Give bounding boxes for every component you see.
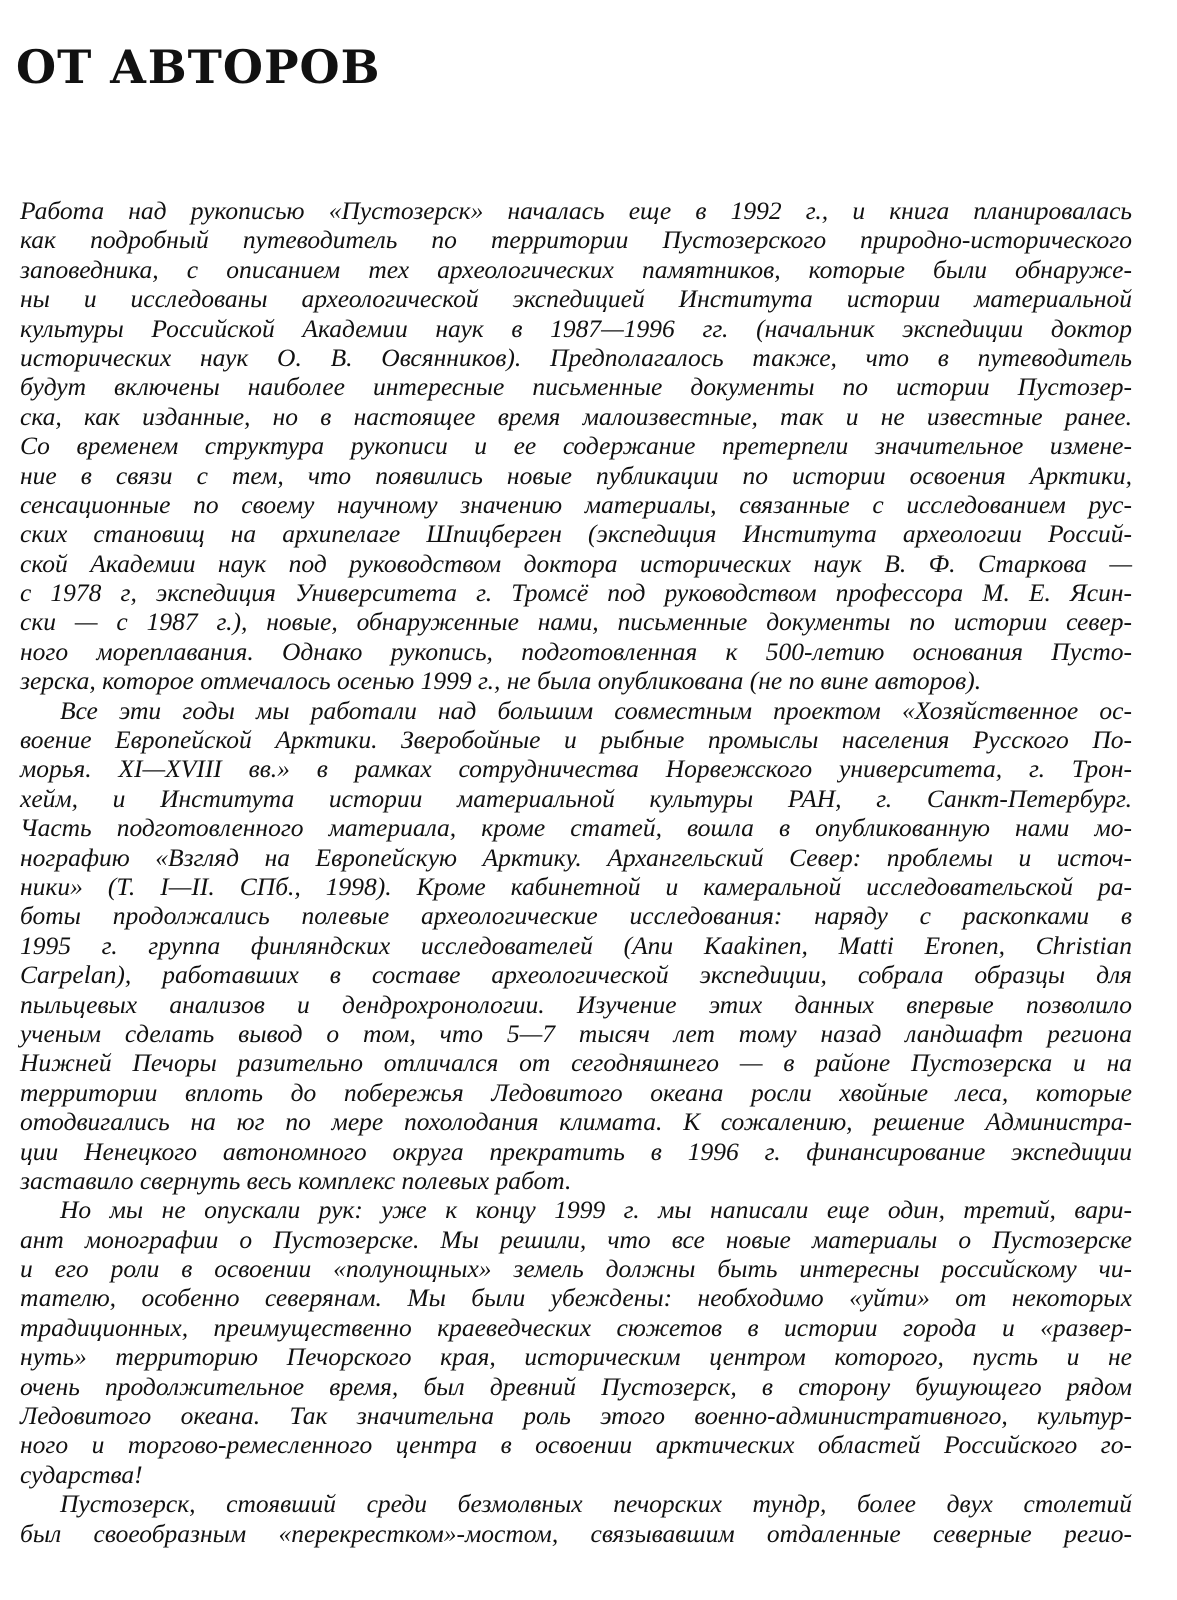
text-line: Ледовитого океана. Так значительна роль этого военно-административного, культур-: [20, 1401, 1132, 1431]
body-text: [20, 196, 1132, 1548]
text-line: морья. XI—XVIII вв.» в рамках сотрудничества Норвежского университета, г. Трон-: [20, 754, 1132, 784]
text-line: Часть подготовленного материала, кроме статей, вошла в опубликованную нами мо-: [20, 813, 1132, 843]
text-line: зерска, которое отмечалось осенью 1999 г., не была опубликована (не по вине авторов).: [20, 666, 982, 696]
text-line: ного мореплавания. Однако рукопись, подготовленная к 500-летию основания Пусто-: [20, 636, 1132, 666]
text-line: ских становищ на архипелаге Шпицберген (экспедиция Института археологии Россий-: [20, 519, 1132, 549]
text-line: Carpelan), работавших в составе археологической экспедиции, собрала образцы для: [20, 960, 1132, 990]
text-line: нографию «Взгляд на Европейскую Арктику. Архангельский Север: проблемы и источ-: [20, 842, 1132, 872]
text-line: пыльцевых анализов и дендрохронологии. Изучение этих данных впервые позволило: [20, 989, 1132, 1019]
text-line: ники» (Т. I—II. СПб., 1998). Кроме кабинетной и камеральной исследовательской ра-: [20, 871, 1132, 901]
text-line: тателю, особенно северянам. Мы были убеждены: необходимо «уйти» от некоторых: [20, 1283, 1132, 1313]
text-line: ант монографии о Пустозерске. Мы решили, что все новые материалы о Пустозерске: [20, 1224, 1132, 1254]
text-line: ние в связи с тем, что появились новые публикации по истории освоения Арктики,: [20, 460, 1132, 490]
text-line: боты продолжались полевые археологические исследования: наряду с раскопками в: [20, 901, 1132, 931]
paragraph: [20, 1195, 1132, 1489]
text-line: исторических наук О. В. Овсянников). Предполагалось также, что в путеводитель: [20, 342, 1132, 372]
text-line: заповедника, с описанием тех археологических памятников, которые были обнаруже-: [20, 254, 1132, 284]
text-line: сударства!: [20, 1459, 143, 1489]
text-line: ски — с 1987 г.), новые, обнаруженные нами, письменные документы по истории север-: [20, 607, 1132, 637]
text-line: заставило свернуть весь комплекс полевых работ.: [20, 1165, 572, 1195]
text-line: ного и торгово-ремесленного центра в освоении арктических областей Российского го-: [20, 1430, 1132, 1460]
text-line: и его роли в освоении «полунощных» земель должны быть интересны российскому чи-: [20, 1254, 1132, 1284]
text-line: 1995 г. группа финляндских исследователей (Anu Kaakinen, Matti Eronen, Christian: [20, 930, 1132, 960]
text-line: был своеобразным «перекрестком»-мостом, связывавшим отдаленные северные регио-: [20, 1518, 1132, 1548]
text-line: сенсационные по своему научному значению материалы, связанные с исследованием рус-: [20, 489, 1132, 519]
text-line: культуры Российской Академии наук в 1987—1996 гг. (начальник экспедиции доктор: [20, 313, 1132, 343]
text-line: Но мы не опускали рук: уже к концу 1999 г. мы написали еще один, третий, вари-: [60, 1195, 1132, 1225]
text-line: ской Академии наук под руководством доктора исторических наук В. Ф. Старкова —: [20, 548, 1132, 578]
text-line: ны и исследованы археологической экспедицией Института истории материальной: [20, 284, 1132, 314]
text-line: отодвигались на юг по мере похолодания климата. К сожалению, решение Администра-: [20, 1107, 1132, 1137]
text-line: как подробный путеводитель по территории Пустозерского природно-исторического: [20, 225, 1132, 255]
text-line: нуть» территорию Печорского края, историческим центром которого, пусть и не: [20, 1342, 1132, 1372]
text-line: Работа над рукописью «Пустозерск» началась еще в 1992 г., и книга планировалась: [20, 196, 1132, 225]
text-line: территории вплоть до побережья Ледовитого океана росли хвойные леса, которые: [20, 1077, 1132, 1107]
paragraph: [20, 1489, 1132, 1548]
text-line: воение Европейской Арктики. Зверобойные и рыбные промыслы населения Русского По-: [20, 725, 1132, 755]
text-line: ции Ненецкого автономного округа прекратить в 1996 г. финансирование экспедиции: [20, 1136, 1132, 1166]
text-line: ска, как изданные, но в настоящее время малоизвестные, так и не известные ранее.: [20, 401, 1132, 431]
paragraph: [20, 696, 1132, 1196]
text-line: Все эти годы мы работали над большим совместным проектом «Хозяйственное ос-: [60, 695, 1132, 725]
page-title: ОТ АВТОРОВ: [16, 40, 381, 94]
text-line: будут включены наиболее интересные письменные документы по истории Пустозер-: [20, 372, 1132, 402]
text-line: Со временем структура рукописи и ее содержание претерпели значительное измене-: [20, 431, 1132, 461]
text-line: традиционных, преимущественно краеведческих сюжетов в истории города и «развер-: [20, 1312, 1132, 1342]
paragraph: [20, 196, 1132, 696]
text-line: ученым сделать вывод о том, что 5—7 тысяч лет тому назад ландшафт региона: [20, 1018, 1132, 1048]
text-line: Нижней Печоры разительно отличался от сегодняшнего — в районе Пустозерска и на: [20, 1048, 1132, 1078]
text-line: Пустозерск, стоявший среди безмолвных печорских тундр, более двух столетий: [60, 1489, 1132, 1519]
text-line: хейм, и Института истории материальной культуры РАН, г. Санкт-Петербург.: [20, 783, 1132, 813]
text-line: очень продолжительное время, был древний Пустозерск, в сторону бушующего рядом: [20, 1371, 1132, 1401]
text-line: с 1978 г, экспедиция Университета г. Тромсё под руководством профессора М. Е. Ясин-: [20, 578, 1132, 608]
